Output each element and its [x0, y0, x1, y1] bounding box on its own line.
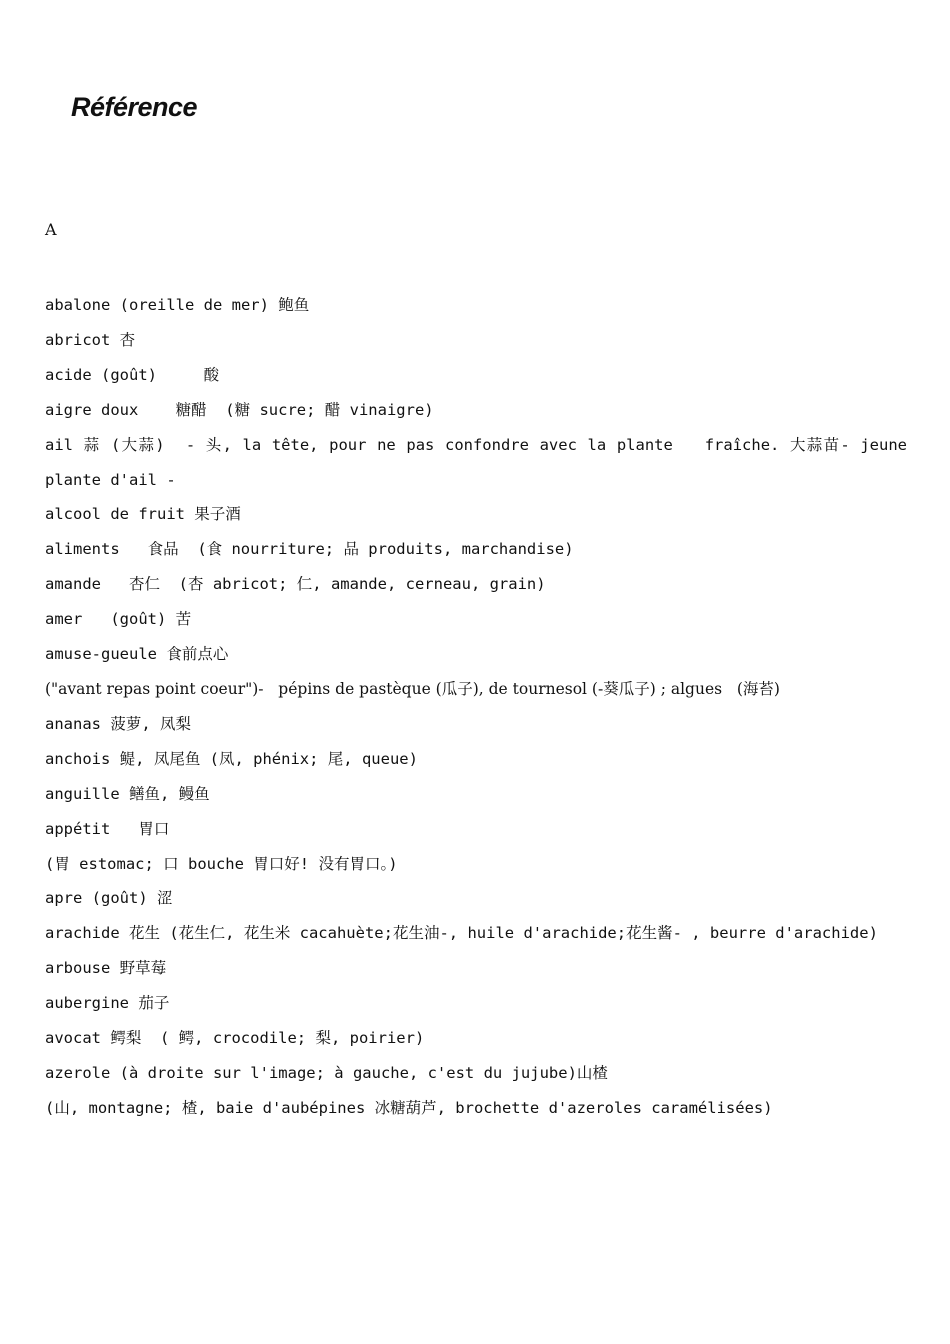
glossary-entry: anguille 鳝鱼, 鳗鱼 — [45, 784, 210, 803]
glossary-entry: abalone (oreille de mer) 鲍鱼 — [45, 296, 310, 314]
glossary-entry: acide (goût) 酸 — [45, 365, 220, 384]
glossary-entry: anchois 鳀, 凤尾鱼 (凤, phénix; 尾, queue) — [45, 749, 418, 768]
glossary-entry: (山, montagne; 楂, baie d'aubépines 冰糖葫芦, brochette d'azeroles caramélisées) — [45, 1098, 773, 1117]
section-letter: A — [45, 220, 57, 239]
glossary-entry: ananas 菠萝, 凤梨 — [45, 714, 191, 733]
glossary-entry: abricot 杏 — [45, 330, 136, 349]
glossary-entry: ail 蒜 (大蒜) - 头, la tête, pour ne pas confondre avec la plante fraîche. 大蒜苗- jeune plante d'ail - — [45, 435, 917, 489]
glossary-entry: arachide 花生 (花生仁, 花生米 cacahuète;花生油-, huile d'arachide;花生酱- , beurre d'arachide) — [45, 924, 878, 943]
glossary-entry: apre (goût) 涩 — [45, 889, 173, 908]
glossary-list — [45, 288, 917, 1126]
glossary-entry: appétit 胃口 — [45, 819, 170, 838]
glossary-entry: (胃 estomac; 口 bouche 胃口好! 没有胃口。) — [45, 854, 398, 873]
glossary-entry: arbouse 野草莓 — [45, 959, 167, 978]
glossary-entry: amuse-gueule 食前点心 — [45, 645, 229, 664]
glossary-entry — [45, 672, 907, 707]
glossary-entry: aigre doux 糖醋 (糖 sucre; 醋 vinaigre) — [45, 400, 434, 419]
glossary-entry: alcool de fruit 果子酒 — [45, 505, 241, 524]
glossary-entry: aliments 食品 (食 nourriture; 品 produits, marchandise) — [45, 540, 574, 559]
glossary-entry: aubergine 茄子 — [45, 994, 170, 1013]
glossary-entry: amer (goût) 苦 — [45, 610, 192, 629]
glossary-entry: avocat 鳄梨 ( 鳄, crocodile; 梨, poirier) — [45, 1029, 425, 1048]
page-title: Référence — [71, 92, 198, 122]
glossary-entry: azerole (à droite sur l'image; à gauche, c'est du jujube)山楂 — [45, 1063, 608, 1082]
glossary-entry-text: ("avant repas point coeur")- pépins de pastèque (瓜子), de tournesol (-葵瓜子) ; algues (海苔) — [45, 679, 780, 698]
glossary-entry: amande 杏仁 (杏 abricot; 仁, amande, cerneau, grain) — [45, 575, 546, 594]
